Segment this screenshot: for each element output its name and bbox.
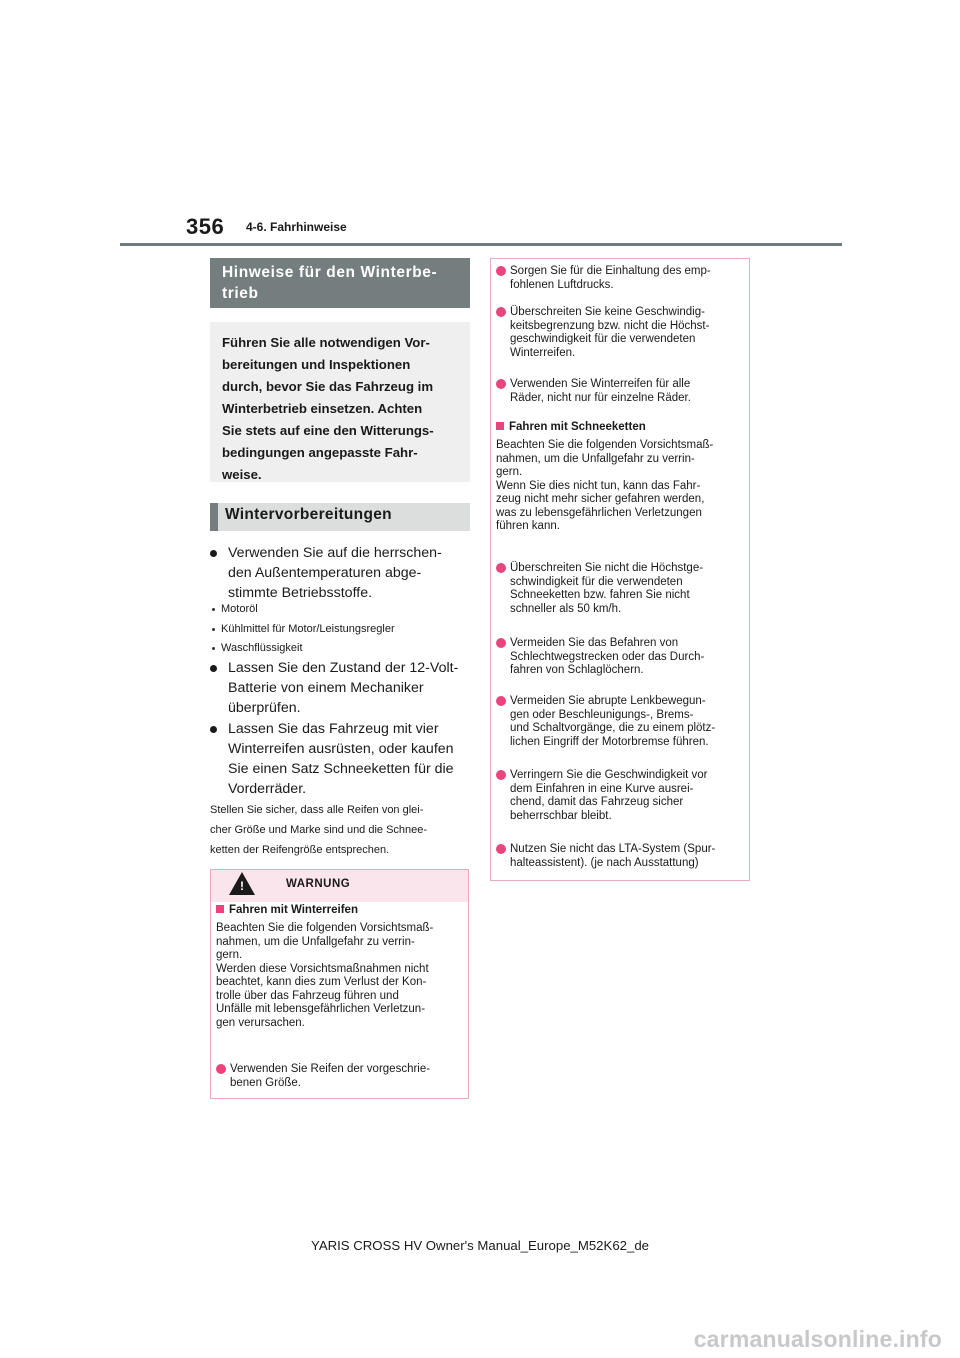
hint-intro-box (210, 322, 470, 482)
pink-bullet-icon (496, 844, 506, 854)
right-bullet (496, 265, 711, 292)
warning-line: Werden diese Vorsichtsmaßnahmen nicht (216, 962, 429, 975)
bullet-line: Schlechtwegstrecken oder das Durch- (510, 650, 705, 663)
sub-bullet-icon (212, 647, 215, 650)
pink-bullet-icon (496, 307, 506, 317)
bullet-line: benen Größe. (230, 1076, 301, 1089)
bullet-line: Nutzen Sie nicht das LTA-System (Spur- (510, 843, 716, 855)
pink-bullet-icon (496, 563, 506, 573)
paragraph-line: cher Größe und Marke sind und die Schnee- (210, 824, 428, 836)
bullet-line: Vermeiden Sie das Befahren von (510, 637, 679, 649)
bullet-line: Sorgen Sie für die Einhaltung des emp- (510, 265, 711, 277)
hint-title-line: trieb (222, 285, 259, 302)
warning-line: Beachten Sie die folgenden Vorsichtsmaß- (216, 922, 434, 934)
bullet-line: Lassen Sie das Fahrzeug mit vier (228, 721, 439, 737)
sub-item-label: Kühlmittel für Motor/Leistungsregler (221, 623, 395, 635)
square-bullet-icon (496, 422, 504, 430)
hint-line: durch, bevor Sie das Fahrzeug im (222, 379, 434, 394)
warning-line: beachtet, kann dies zum Verlust der Kon- (216, 976, 427, 988)
hint-line: Führen Sie alle notwendigen Vor- (222, 335, 430, 350)
bullet-line: überprüfen. (228, 700, 301, 716)
bullet-line: Winterreifen ausrüsten, oder kaufen (228, 741, 454, 757)
warning-bullet (216, 1063, 430, 1090)
right-bullet (496, 306, 709, 360)
right-bullet (496, 378, 691, 405)
bullet-line: fahren von Schlaglöchern. (510, 664, 644, 676)
bullet-line: Verwenden Sie auf die herrschen- (228, 545, 442, 561)
pink-bullet-icon (496, 638, 506, 648)
warning-line: nahmen, um die Unfallgefahr zu verrin- (216, 935, 415, 948)
footer-document-id: YARIS CROSS HV Owner's Manual_Europe_M52K62_de (311, 1238, 649, 1253)
right-bullet (496, 562, 703, 616)
chains-line: was zu lebensgefährlichen Verletzungen (496, 506, 702, 519)
bullet-line: stimmte Betriebsstoffe. (228, 585, 373, 601)
pink-bullet-icon (496, 379, 506, 389)
bullet-line: schwindigkeit für die verwendeten (510, 575, 683, 588)
sub-item (212, 602, 258, 616)
bullet-dot-icon (210, 550, 217, 557)
bullet-line: Überschreiten Sie keine Geschwindig- (510, 306, 705, 318)
bullet-line: geschwindigkeit für die verwendeten (510, 333, 696, 345)
section-title: 4-6. Fahrhinweise (246, 220, 347, 234)
warning-continued-box (490, 258, 750, 881)
warning-line: Unfälle mit lebensgefährlichen Verletzun- (216, 1003, 426, 1015)
pink-bullet-icon (496, 770, 506, 780)
warning-heading (216, 904, 358, 916)
right-bullet (496, 843, 715, 870)
bullet-line: gen oder Beschleunigungs-, Brems- (510, 708, 694, 721)
bullet-line: Schneeketten bzw. fahren Sie nicht (510, 589, 690, 601)
right-bullet (496, 769, 708, 823)
bullet-line: lichen Eingriff der Motorbremse führen. (510, 735, 709, 748)
tire-size-paragraph (210, 800, 470, 860)
warning-label: WARNUNG (286, 878, 351, 890)
bullet-dot-icon (210, 665, 217, 672)
sub-item (212, 641, 303, 655)
watermark[interactable]: carmanualsonline.info (693, 1326, 942, 1352)
sub-item-label: Waschflüssigkeit (221, 642, 303, 654)
page-number: 356 (186, 214, 225, 239)
bullet-line: beherrschbar bleibt. (510, 809, 612, 822)
hint-title-line: Hinweise für den Winterbe- (222, 264, 438, 281)
sub-item (212, 622, 395, 636)
warning-line: trolle über das Fahrzeug führen und (216, 989, 399, 1002)
bullet-line: Überschreiten Sie nicht die Höchstge- (510, 562, 704, 574)
prep-bullet-fluids (210, 543, 475, 603)
bullet-line: halteassistent). (je nach Ausstattung) (510, 856, 699, 869)
chains-body (496, 439, 713, 534)
bullet-line: fohlenen Luftdrucks. (510, 278, 614, 291)
sub-bullet-icon (212, 628, 215, 631)
chains-line: gern. (496, 466, 523, 478)
bullet-line: schneller als 50 km/h. (510, 602, 622, 615)
header-divider (120, 243, 842, 246)
hint-line: bereitungen und Inspektionen (222, 357, 411, 372)
hint-line: bedingungen angepasste Fahr- (222, 445, 418, 460)
hint-section-title (210, 258, 470, 308)
bullet-line: und Schaltvorgänge, die zu einem plötz- (510, 722, 716, 734)
paragraph-line: ketten der Reifengröße entsprechen. (210, 844, 390, 856)
bullet-line: Verwenden Sie Reifen der vorgeschrie- (230, 1063, 431, 1075)
warning-box (210, 869, 469, 1099)
bullet-line: chend, damit das Fahrzeug sicher (510, 796, 684, 808)
pink-bullet-icon (496, 266, 506, 276)
bullet-line: den Außentemperaturen abge- (228, 565, 422, 581)
hint-line: Sie stets auf eine den Witterungs- (222, 423, 434, 438)
preparations-title: Wintervorbereitungen (210, 503, 470, 531)
bullet-line: dem Einfahren in eine Kurve ausrei- (510, 782, 694, 795)
sub-bullet-icon (212, 608, 215, 611)
bullet-line: Winterreifen. (510, 346, 576, 359)
exclamation-mark-icon: ! (240, 879, 244, 893)
chains-line: nahmen, um die Unfallgefahr zu verrin- (496, 452, 695, 465)
chains-line: führen kann. (496, 520, 560, 532)
bullet-line: Vermeiden Sie abrupte Lenkbewegun- (510, 695, 706, 707)
bullet-dot-icon (210, 726, 217, 733)
sub-item-label: Motoröl (221, 603, 258, 615)
bullet-line: Verwenden Sie Winterreifen für alle (510, 378, 691, 390)
pink-bullet-icon (496, 696, 506, 706)
warning-header (211, 870, 468, 902)
warning-line: gern. (216, 949, 243, 961)
bullet-line: Sie einen Satz Schneeketten für die (228, 761, 454, 777)
square-bullet-icon (216, 905, 224, 913)
bullet-line: keitsbegrenzung bzw. nicht die Höchst- (510, 319, 710, 332)
right-bullet (496, 637, 704, 678)
paragraph-line: Stellen Sie sicher, dass alle Reifen von glei- (210, 804, 424, 816)
bullet-line: Verringern Sie die Geschwindigkeit vor (510, 769, 708, 781)
warning-body (216, 922, 433, 1030)
bullet-line: Batterie von einem Mechaniker (228, 680, 424, 696)
bullet-line: Lassen Sie den Zustand der 12-Volt- (228, 660, 459, 676)
pink-bullet-icon (216, 1064, 226, 1074)
bullet-line: Vorderräder. (228, 781, 307, 797)
hint-line: weise. (222, 467, 262, 482)
warning-heading-label: Fahren mit Winterreifen (229, 904, 358, 916)
chains-line: Beachten Sie die folgenden Vorsichtsmaß- (496, 439, 714, 451)
chains-line: Wenn Sie dies nicht tun, kann das Fahr- (496, 479, 701, 492)
chains-line: zeug nicht mehr sicher gefahren werden, (496, 493, 705, 505)
chains-heading (496, 421, 646, 433)
right-bullet (496, 695, 715, 749)
hint-line: Winterbetrieb einsetzen. Achten (222, 401, 423, 416)
prep-bullet-tires (210, 719, 475, 799)
warning-line: gen verursachen. (216, 1016, 305, 1029)
prep-bullet-battery (210, 658, 475, 718)
bullet-line: Räder, nicht nur für einzelne Räder. (510, 391, 691, 404)
chains-heading-label: Fahren mit Schneeketten (509, 421, 646, 433)
